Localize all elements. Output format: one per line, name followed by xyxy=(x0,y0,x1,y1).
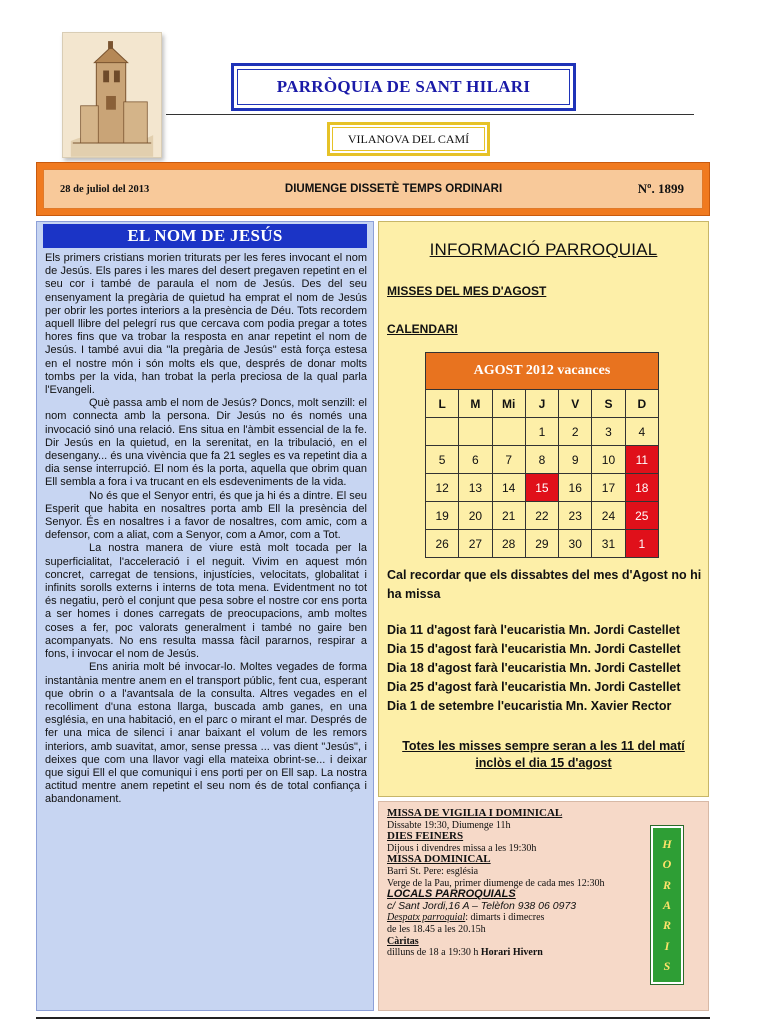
august-calendar xyxy=(425,352,659,558)
article-paragraph: Ens aniria molt bé invocar-lo. Moltes vegades de forma instantània mentre anem en el transport públic, fent cua, esperant que obrin o a l'avantsala de la consulta. Altres vegades en el recolliment d'una estona llarga, buscada amb ganes, en una església, en una habitació, en el parc o mirant el mar. Després de fer una mica de silenci i anar baixant el volum de les remors interiors, amb suavitat, amor, sense pressa ... vas dient "Jesús", i deixes que com una llavor vagi ella mateixa obrint-se... i deixar que sigui Ell el que comuniqui i ens porti per on Ell sap. La nostra actitud mentre anem repetint el seu nom és de total confiança i abandonament. xyxy=(45,661,367,806)
calendar-day: 6 xyxy=(459,446,492,474)
schedule-text xyxy=(387,808,649,959)
mass-time-line: Totes les misses sempre seran a les 11 del matí xyxy=(402,739,685,753)
despatx-hours: de les 18.45 a les 20.15h xyxy=(387,923,486,935)
mass-time-line: inclòs el dia 15 d'agost xyxy=(475,756,612,770)
header-rule xyxy=(166,114,694,115)
dominical-text: Barri St. Pere: església xyxy=(387,865,479,877)
article-body xyxy=(45,252,367,807)
vigilia-heading: MISSA DE VIGILIA I DOMINICAL xyxy=(387,807,563,819)
parish-title: PARRÒQUIA DE SANT HILARI xyxy=(237,69,570,105)
calendar-day: 30 xyxy=(559,530,592,558)
saturday-note: Cal recordar que els dissabtes del mes d'Agost no hi ha missa xyxy=(387,568,702,601)
caritas-bold: Horari Hivern xyxy=(480,947,543,959)
article-paragraph: Els primers cristians morien triturats per les feres invocant el nom de Jesús. Els pares i les mares del desert pregaven repetint en el seu cor i també de paraula el nom de Jesús. Des del seu ensenyament la pregària de quietud ha emprat el nom de Jesús per obrir les portes interiors a la presència de Déu. Tots recordem aquell llibre del pelegrí rus que cercava com podia pregar a totes hores fins que va trobar la resposta en anar repetint el nom de Jesús. I també avui dia "la pregària de Jesús" està força estesa en el nostre món i són molts els que, després de donar molts tombs per la vida, han trobat la perla preciosa de la qual parla l'Evangeli. xyxy=(45,252,367,397)
date-band-inner xyxy=(43,169,703,209)
church-tower-icon xyxy=(63,33,161,157)
mass-item: Dia 15 d'agost farà l'eucaristia Mn. Jordi Castellet xyxy=(387,642,681,656)
article-paragraph: La nostra manera de viure està molt tocada per la superficialitat, l'acceleració i el neguit. Vivim en aquest món concret, carregat de tensions, injustícies, velocitats, globalitat i infinits sorolls externs i interns de tota mena. Evidentment no tot és negatiu, però el conjunt que pesa sobre el nostre cor ens porta a ser homes i dones carregats de preocupacions, amb moltes coses a fer, poc valorats generalment i també no gaire ben acompanyats. No ens resulta massa fàcil pararnos, respirar a fons, i invocar el nom de Jesús. xyxy=(45,542,367,661)
despatx-label: Despatx parroquial xyxy=(387,912,466,924)
weekday-header: M xyxy=(459,390,492,418)
calendar-day-highlighted: 15 xyxy=(525,474,558,502)
town-box xyxy=(327,122,490,156)
issue-number: Nº. 1899 xyxy=(637,181,684,196)
parish-title-box xyxy=(231,63,576,111)
calendar-day: 12 xyxy=(426,474,459,502)
calendari-heading: CALENDARI xyxy=(387,322,458,336)
calendar-day: 1 xyxy=(525,418,558,446)
calendar-day xyxy=(459,418,492,446)
calendar-day: 29 xyxy=(525,530,558,558)
calendar-day: 4 xyxy=(625,418,658,446)
vertical-letter: I xyxy=(664,938,670,953)
article-paragraph: No és que el Senyor entri, és que ja hi és a dintre. El seu Esperit que habita en nosaltres porta amb Ell la presència del Senyor. És en nosaltres i a favor de nosaltres, com amic, com a defensor, com a aliat, com a Senyor, com a Amor, com a Tot. xyxy=(45,489,367,542)
caritas-text: dilluns de 18 a 19:30 h xyxy=(387,947,479,959)
weekday-header: L xyxy=(426,390,459,418)
calendar-day: 16 xyxy=(559,474,592,502)
weekday-header: V xyxy=(559,390,592,418)
locals-heading: LOCALS PARROQUIALS xyxy=(387,888,516,901)
mass-item: Dia 11 d'agost farà l'eucaristia Mn. Jordi Castellet xyxy=(387,623,680,637)
calendar-day: 3 xyxy=(592,418,625,446)
calendar-day-highlighted: 11 xyxy=(625,446,658,474)
liturgical-sunday: DIUMENGE DISSETÈ TEMPS ORDINARI xyxy=(284,183,503,195)
calendar-caption: AGOST 2012 vacances xyxy=(426,353,659,390)
dominical-text: Verge de la Pau, primer diumenge de cada mes 12:30h xyxy=(387,877,605,889)
vigilia-text: Dissabte 19:30, Diumenge 11h xyxy=(387,819,511,831)
calendar-day xyxy=(426,418,459,446)
vertical-letter: O xyxy=(662,857,672,872)
calendar-day: 8 xyxy=(525,446,558,474)
calendar-day: 14 xyxy=(492,474,525,502)
calendar-day-highlighted: 25 xyxy=(625,502,658,530)
weekday-header: J xyxy=(525,390,558,418)
calendar-day-highlighted: 1 xyxy=(625,530,658,558)
weekday-header: Mi xyxy=(492,390,525,418)
vertical-letter: S xyxy=(663,958,671,973)
feiners-text: Dijous i divendres missa a les 19:30h xyxy=(387,842,537,854)
calendar-day: 2 xyxy=(559,418,592,446)
horaris-vertical-label xyxy=(651,826,683,984)
vertical-letter: H xyxy=(662,837,672,852)
vertical-letter: A xyxy=(662,897,671,912)
calendar-day: 19 xyxy=(426,502,459,530)
mass-item: Dia 25 d'agost farà l'eucaristia Mn. Jordi Castellet xyxy=(387,680,681,694)
calendar-day: 10 xyxy=(592,446,625,474)
church-logo xyxy=(62,32,162,158)
mass-time-notice xyxy=(379,738,708,772)
mass-item: Dia 18 d'agost farà l'eucaristia Mn. Jordi Castellet xyxy=(387,661,681,675)
article-title: EL NOM DE JESÚS xyxy=(43,224,367,248)
vertical-letter: R xyxy=(662,918,671,933)
issue-date: 28 de juliol del 2013 xyxy=(60,183,150,195)
info-panel xyxy=(378,221,709,797)
locals-address: c/ Sant Jordi,16 A – Telèfon 938 06 0973 xyxy=(387,899,577,912)
article-paragraph: Què passa amb el nom de Jesús? Doncs, molt senzill: el nom connecta amb la persona. Dir Jesús no és només una invocació sinó una relació. Ens situa en l'àmbit essencial de la fe. Dir Jesús en la quietud, en la serenitat, en la tribulació, en el desengany... és una vivència que fa 21 segles es va repetint dia a dia sense interrupció. El nom és la porta, aquella que obrim quan Ell sembla a fora i va trucant en els esdeveniments de la vida. xyxy=(45,397,367,489)
despatx-line xyxy=(387,912,649,924)
caritas-line xyxy=(387,947,649,959)
bottom-rule xyxy=(36,1017,710,1019)
feiners-heading: DIES FEINERS xyxy=(387,830,464,843)
info-title: INFORMACIÓ PARROQUIAL xyxy=(429,240,658,259)
calendar-day: 21 xyxy=(492,502,525,530)
misses-heading: MISSES DEL MES D'AGOST xyxy=(387,284,547,298)
calendar-day: 23 xyxy=(559,502,592,530)
calendar-day: 24 xyxy=(592,502,625,530)
dominical-heading: MISSA DOMINICAL xyxy=(387,853,491,866)
calendar-day: 28 xyxy=(492,530,525,558)
calendar-day: 9 xyxy=(559,446,592,474)
calendar-day: 20 xyxy=(459,502,492,530)
vertical-letter: R xyxy=(662,877,671,892)
town-name: VILANOVA DEL CAMÍ xyxy=(332,127,485,151)
mass-list xyxy=(387,621,707,716)
calendar-day: 31 xyxy=(592,530,625,558)
calendar-day xyxy=(492,418,525,446)
calendar-day-highlighted: 18 xyxy=(625,474,658,502)
calendar-day: 5 xyxy=(426,446,459,474)
date-band xyxy=(36,162,710,216)
calendar-day: 7 xyxy=(492,446,525,474)
article-panel xyxy=(36,221,374,1011)
despatx-text: : dimarts i dimecres xyxy=(465,912,545,924)
calendar-day: 26 xyxy=(426,530,459,558)
schedule-panel xyxy=(378,801,709,1011)
calendar-day: 27 xyxy=(459,530,492,558)
calendar-day: 13 xyxy=(459,474,492,502)
weekday-header: D xyxy=(625,390,658,418)
calendar-day: 22 xyxy=(525,502,558,530)
weekday-header: S xyxy=(592,390,625,418)
mass-item: Dia 1 de setembre l'eucaristia Mn. Xavier Rector xyxy=(387,699,672,713)
calendar-day: 17 xyxy=(592,474,625,502)
caritas-label: Càritas xyxy=(387,935,419,947)
